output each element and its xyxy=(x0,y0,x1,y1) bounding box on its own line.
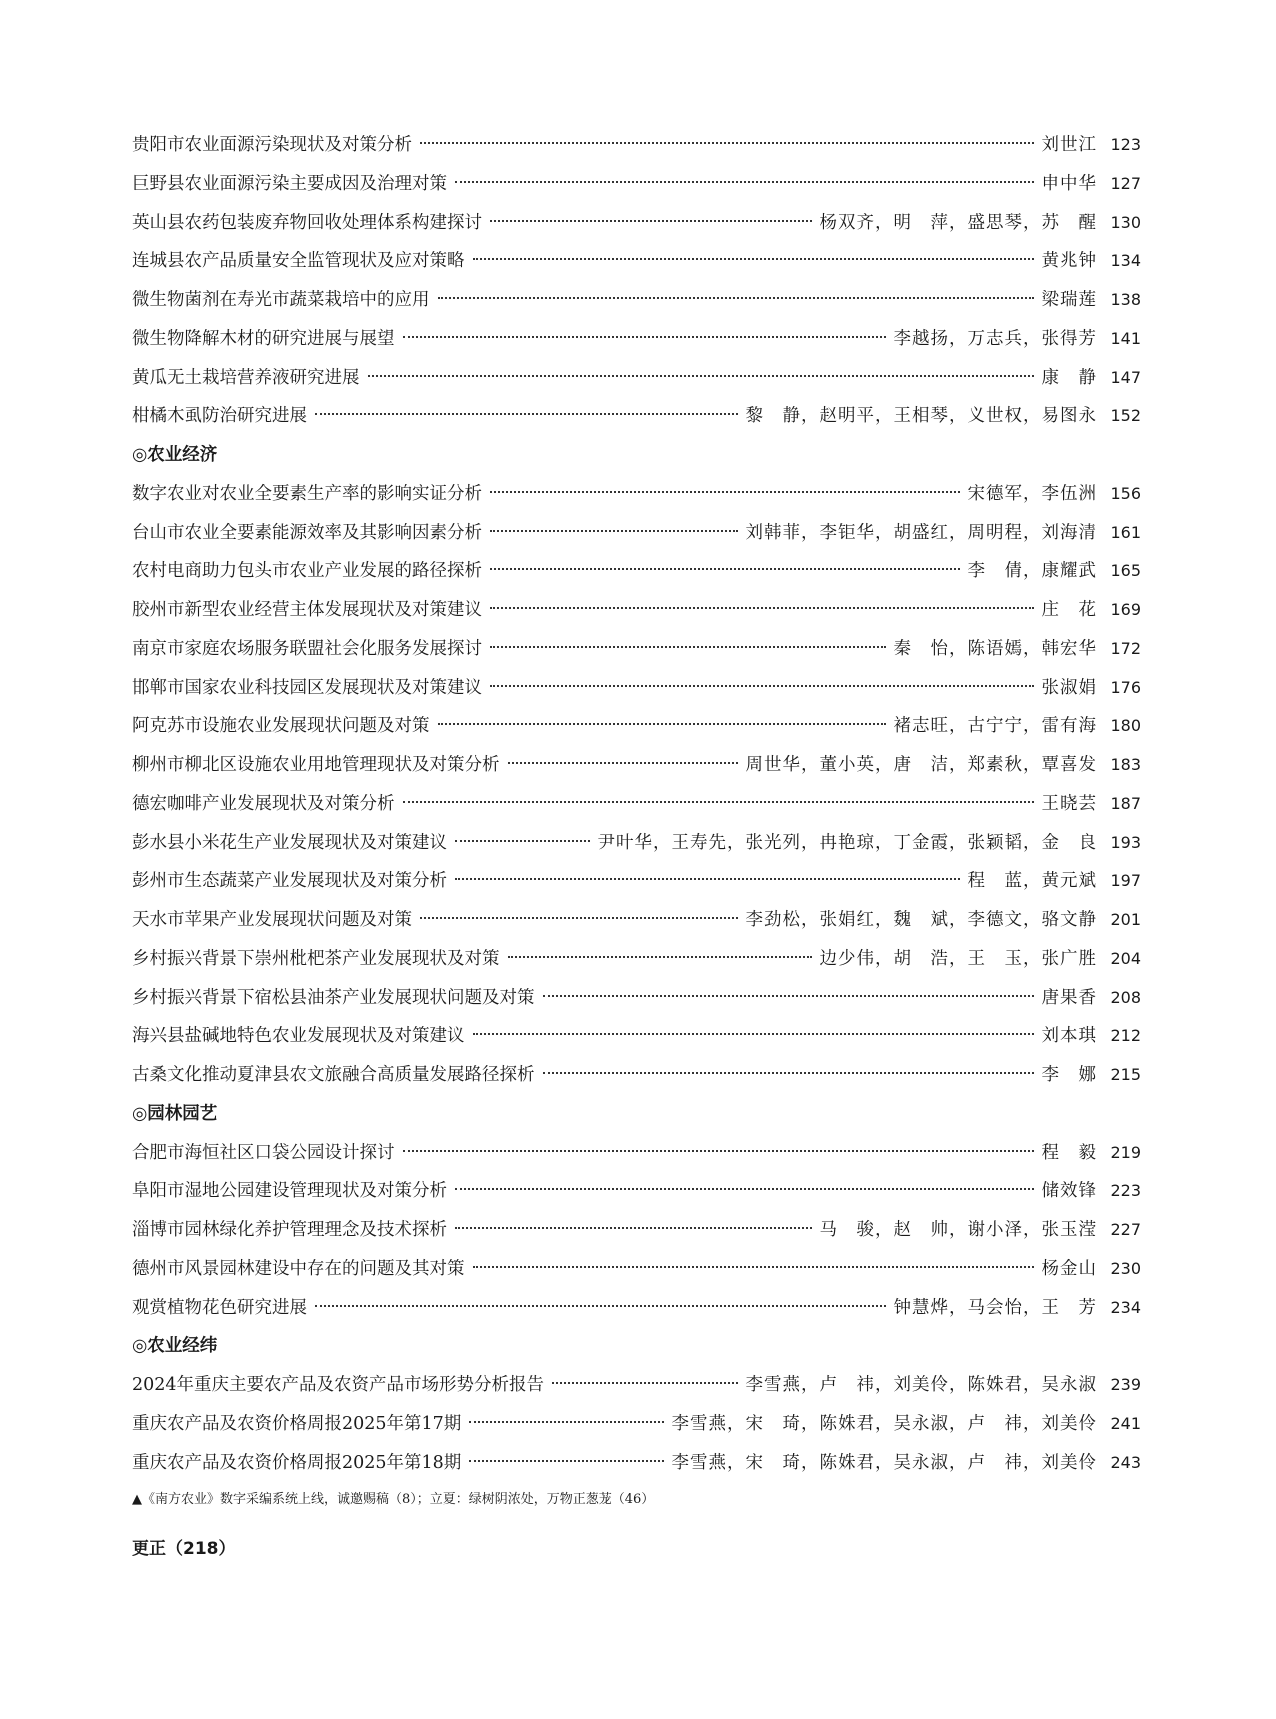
entry-page-number: 152 xyxy=(1110,406,1141,426)
entry-page-number: 193 xyxy=(1110,832,1141,852)
entry-page-number: 141 xyxy=(1110,328,1141,348)
toc-entry[interactable] xyxy=(132,552,1141,591)
entry-title: 合肥市海恒社区口袋公园设计探讨 xyxy=(132,1142,395,1163)
page-notes xyxy=(132,1488,1141,1559)
dot-leader xyxy=(403,336,886,338)
entry-page-number: 138 xyxy=(1110,290,1141,309)
entry-page-number: 223 xyxy=(1110,1181,1141,1201)
entry-title: 德宏咖啡产业发展现状及对策分析 xyxy=(132,793,395,814)
entry-page-number: 197 xyxy=(1110,871,1141,891)
section-heading: ◎农业经济 xyxy=(132,445,218,465)
entry-page-number: 123 xyxy=(1110,135,1141,154)
dot-leader xyxy=(455,840,590,842)
entry-page-number: 127 xyxy=(1110,173,1141,193)
toc-entry[interactable] xyxy=(132,1444,1141,1483)
entry-title: 台山市农业全要素能源效率及其影响因素分析 xyxy=(132,522,482,543)
entry-authors: 黎 静，赵明平，王相琴，义世权，易图永 xyxy=(745,406,1097,427)
entry-title: 贵阳市农业面源污染现状及对策分析 xyxy=(132,135,412,155)
toc-entry[interactable] xyxy=(132,669,1141,708)
entry-title: 乡村振兴背景下崇州枇杷茶产业发展现状及对策 xyxy=(132,948,500,969)
dot-leader xyxy=(490,685,1034,687)
entry-title: 阿克苏市设施农业发展现状问题及对策 xyxy=(132,716,430,737)
announcement-line: ▲《南方农业》数字采编系统上线，诚邀赐稿（8）；立夏：绿树阴浓处，万物正葱茏（46） xyxy=(132,1492,655,1507)
entry-authors: 申中华 xyxy=(1041,173,1097,194)
entry-page-number: 187 xyxy=(1110,793,1141,813)
entry-page-number: 172 xyxy=(1110,638,1141,658)
entry-authors: 杨金山 xyxy=(1041,1258,1097,1279)
toc-entry[interactable] xyxy=(132,1405,1141,1444)
entry-authors: 程 蓝，黄元斌 xyxy=(967,871,1097,892)
entry-page-number: 208 xyxy=(1110,987,1141,1007)
entry-page-number: 219 xyxy=(1110,1142,1141,1162)
dot-leader xyxy=(469,1460,663,1462)
dot-leader xyxy=(508,956,812,958)
entry-title: 胶州市新型农业经营主体发展现状及对策建议 xyxy=(132,600,482,620)
entry-title: 古桑文化推动夏津县农文旅融合高质量发展路径探析 xyxy=(132,1065,535,1085)
toc-entry[interactable] xyxy=(132,630,1141,669)
entry-title: 微生物降解木材的研究进展与展望 xyxy=(132,328,395,349)
toc-entry[interactable] xyxy=(132,1289,1141,1328)
entry-authors: 唐果香 xyxy=(1041,987,1097,1008)
entry-title: 天水市苹果产业发展现状问题及对策 xyxy=(132,910,412,930)
entry-page-number: 134 xyxy=(1110,251,1141,271)
entry-title: 柑橘木虱防治研究进展 xyxy=(132,406,307,427)
toc-entry[interactable] xyxy=(132,901,1141,940)
entry-authors: 王晓芸 xyxy=(1041,793,1097,814)
entry-page-number: 204 xyxy=(1110,948,1141,968)
dot-leader xyxy=(403,1150,1034,1152)
toc-entry[interactable] xyxy=(132,746,1141,785)
dot-leader xyxy=(438,297,1034,299)
toc-entry[interactable] xyxy=(132,475,1141,514)
section-heading: ◎园林园艺 xyxy=(132,1103,218,1124)
toc-entry[interactable] xyxy=(132,1017,1141,1056)
entry-authors: 尹叶华，王寿先，张光列，冉艳琼，丁金霞，张颖韬，金 良 xyxy=(597,832,1097,853)
entry-title: 重庆农产品及农资价格周报2025年第17期 xyxy=(132,1413,462,1434)
toc-entry[interactable] xyxy=(132,126,1141,165)
entry-page-number: 243 xyxy=(1110,1452,1141,1472)
dot-leader xyxy=(438,723,886,725)
entry-title: 英山县农药包装废弃物回收处理体系构建探讨 xyxy=(132,212,482,233)
dot-leader xyxy=(490,491,960,493)
entry-authors: 刘韩菲，李钜华，胡盛红，周明程，刘海清 xyxy=(745,522,1097,543)
entry-title: 乡村振兴背景下宿松县油茶产业发展现状问题及对策 xyxy=(132,987,535,1008)
entry-page-number: 147 xyxy=(1110,367,1141,387)
entry-authors: 李雪燕，宋 琦，陈姝君，吴永淑，卢 祎，刘美伶 xyxy=(671,1452,1097,1473)
entry-authors: 康 静 xyxy=(1041,367,1097,388)
entry-title: 微生物菌剂在寿光市蔬菜栽培中的应用 xyxy=(132,290,430,310)
dot-leader xyxy=(315,413,738,415)
entry-authors: 黄兆钟 xyxy=(1041,251,1097,272)
dot-leader xyxy=(473,258,1034,260)
entry-authors: 李越扬，万志兵，张得芳 xyxy=(893,328,1097,349)
toc-entry[interactable] xyxy=(132,862,1141,901)
entry-authors: 杨双齐，明 萍，盛思琴，苏 醒 xyxy=(819,212,1097,233)
toc-entry[interactable] xyxy=(132,281,1141,320)
entry-title: 彭州市生态蔬菜产业发展现状及对策分析 xyxy=(132,871,447,892)
entry-page-number: 183 xyxy=(1110,755,1141,774)
toc-entry[interactable] xyxy=(132,320,1141,359)
entry-page-number: 161 xyxy=(1110,522,1141,542)
toc-entry[interactable] xyxy=(132,165,1141,204)
entry-title: 数字农业对农业全要素生产率的影响实证分析 xyxy=(132,483,482,504)
entry-page-number: 156 xyxy=(1110,483,1141,503)
toc-entry[interactable] xyxy=(132,204,1141,243)
entry-title: 重庆农产品及农资价格周报2025年第18期 xyxy=(132,1452,462,1473)
entry-authors: 张淑娟 xyxy=(1041,677,1097,698)
dot-leader xyxy=(508,762,738,764)
entry-authors: 程 毅 xyxy=(1041,1142,1097,1163)
entry-page-number: 241 xyxy=(1110,1413,1141,1433)
entry-authors: 马 骏，赵 帅，谢小泽，张玉滢 xyxy=(819,1220,1097,1240)
entry-page-number: 212 xyxy=(1110,1026,1141,1046)
entry-authors: 储效锋 xyxy=(1041,1181,1097,1202)
entry-title: 2024年重庆主要农产品及农资产品市场形势分析报告 xyxy=(132,1375,545,1395)
entry-authors: 秦 怡，陈语嫣，韩宏华 xyxy=(893,638,1097,659)
dot-leader xyxy=(420,917,738,919)
entry-authors: 李劲松，张娟红，魏 斌，李德文，骆文静 xyxy=(745,910,1097,930)
toc-entry[interactable] xyxy=(132,824,1141,863)
entry-title: 邯郸市国家农业科技园区发展现状及对策建议 xyxy=(132,677,482,698)
dot-leader xyxy=(552,1382,737,1384)
entry-authors: 李 娜 xyxy=(1041,1065,1097,1085)
correction-line: 更正（218） xyxy=(132,1539,236,1559)
dot-leader xyxy=(543,995,1034,997)
entry-authors: 周世华，董小英，唐 洁，郑素秋，覃喜发 xyxy=(745,755,1097,775)
dot-leader xyxy=(368,375,1034,377)
entry-title: 巨野县农业面源污染主要成因及治理对策 xyxy=(132,173,447,194)
entry-page-number: 239 xyxy=(1110,1375,1141,1394)
entry-title: 柳州市柳北区设施农业用地管理现状及对策分析 xyxy=(132,755,500,775)
toc-entry[interactable] xyxy=(132,707,1141,746)
entry-title: 农村电商助力包头市农业产业发展的路径探析 xyxy=(132,561,482,582)
entry-authors: 刘世江 xyxy=(1041,135,1097,155)
dot-leader xyxy=(473,1266,1034,1268)
dot-leader xyxy=(469,1421,663,1423)
entry-authors: 李雪燕，宋 琦，陈姝君，吴永淑，卢 祎，刘美伶 xyxy=(671,1413,1097,1434)
entry-authors: 褚志旺，古宁宁，雷有海 xyxy=(893,716,1097,737)
entry-authors: 边少伟，胡 浩，王 玉，张广胜 xyxy=(819,948,1097,969)
entry-authors: 庄 花 xyxy=(1041,600,1097,620)
entry-page-number: 169 xyxy=(1110,600,1141,619)
entry-title: 阜阳市湿地公园建设管理现状及对策分析 xyxy=(132,1181,447,1202)
table-of-contents xyxy=(132,126,1141,1482)
toc-entry[interactable] xyxy=(132,1366,1141,1405)
dot-leader xyxy=(473,1033,1034,1035)
entry-authors: 梁瑞莲 xyxy=(1041,290,1097,310)
entry-title: 黄瓜无土栽培营养液研究进展 xyxy=(132,367,360,388)
entry-page-number: 165 xyxy=(1110,561,1141,581)
entry-authors: 李雪燕，卢 祎，刘美伶，陈姝君，吴永淑 xyxy=(745,1375,1097,1395)
entry-page-number: 230 xyxy=(1110,1258,1141,1278)
entry-title: 南京市家庭农场服务联盟社会化服务发展探讨 xyxy=(132,638,482,659)
section-heading: ◎农业经纬 xyxy=(132,1336,218,1357)
entry-page-number: 130 xyxy=(1110,212,1141,232)
entry-page-number: 234 xyxy=(1110,1297,1141,1317)
dot-leader xyxy=(543,1072,1034,1074)
dot-leader xyxy=(315,1305,886,1307)
dot-leader xyxy=(455,181,1034,183)
entry-page-number: 176 xyxy=(1110,677,1141,697)
entry-title: 连城县农产品质量安全监管现状及应对策略 xyxy=(132,251,465,272)
toc-entry[interactable] xyxy=(132,1056,1141,1095)
entry-page-number: 227 xyxy=(1110,1220,1141,1239)
dot-leader xyxy=(403,801,1034,803)
toc-entry[interactable] xyxy=(132,359,1141,398)
entry-title: 观赏植物花色研究进展 xyxy=(132,1297,307,1318)
toc-entry[interactable] xyxy=(132,1250,1141,1289)
toc-entry[interactable] xyxy=(132,591,1141,630)
toc-entry[interactable] xyxy=(132,242,1141,281)
toc-entry[interactable] xyxy=(132,940,1141,979)
dot-leader xyxy=(490,607,1034,609)
dot-leader xyxy=(490,220,812,222)
toc-entry[interactable] xyxy=(132,397,1141,436)
toc-entry[interactable] xyxy=(132,514,1141,553)
dot-leader xyxy=(455,878,960,880)
entry-page-number: 215 xyxy=(1110,1065,1141,1084)
entry-authors: 李 倩，康耀武 xyxy=(967,561,1097,582)
dot-leader xyxy=(455,1227,812,1229)
toc-entry[interactable] xyxy=(132,1211,1141,1250)
toc-entry[interactable] xyxy=(132,785,1141,824)
dot-leader xyxy=(490,568,960,570)
toc-entry[interactable] xyxy=(132,1172,1141,1211)
entry-title: 德州市风景园林建设中存在的问题及其对策 xyxy=(132,1258,465,1279)
dot-leader xyxy=(455,1188,1034,1190)
entry-authors: 宋德军，李伍洲 xyxy=(967,483,1097,504)
entry-authors: 刘本琪 xyxy=(1041,1026,1097,1047)
toc-entry[interactable] xyxy=(132,979,1141,1018)
dot-leader xyxy=(420,142,1034,144)
entry-page-number: 180 xyxy=(1110,716,1141,736)
entry-title: 淄博市园林绿化养护管理理念及技术探析 xyxy=(132,1220,447,1240)
entry-page-number: 201 xyxy=(1110,910,1141,929)
entry-authors: 钟慧烨，马会怡，王 芳 xyxy=(893,1297,1097,1318)
entry-title: 海兴县盐碱地特色农业发展现状及对策建议 xyxy=(132,1026,465,1047)
dot-leader xyxy=(490,530,738,532)
entry-title: 彭水县小米花生产业发展现状及对策建议 xyxy=(132,832,447,853)
dot-leader xyxy=(490,646,886,648)
toc-entry[interactable] xyxy=(132,1134,1141,1173)
